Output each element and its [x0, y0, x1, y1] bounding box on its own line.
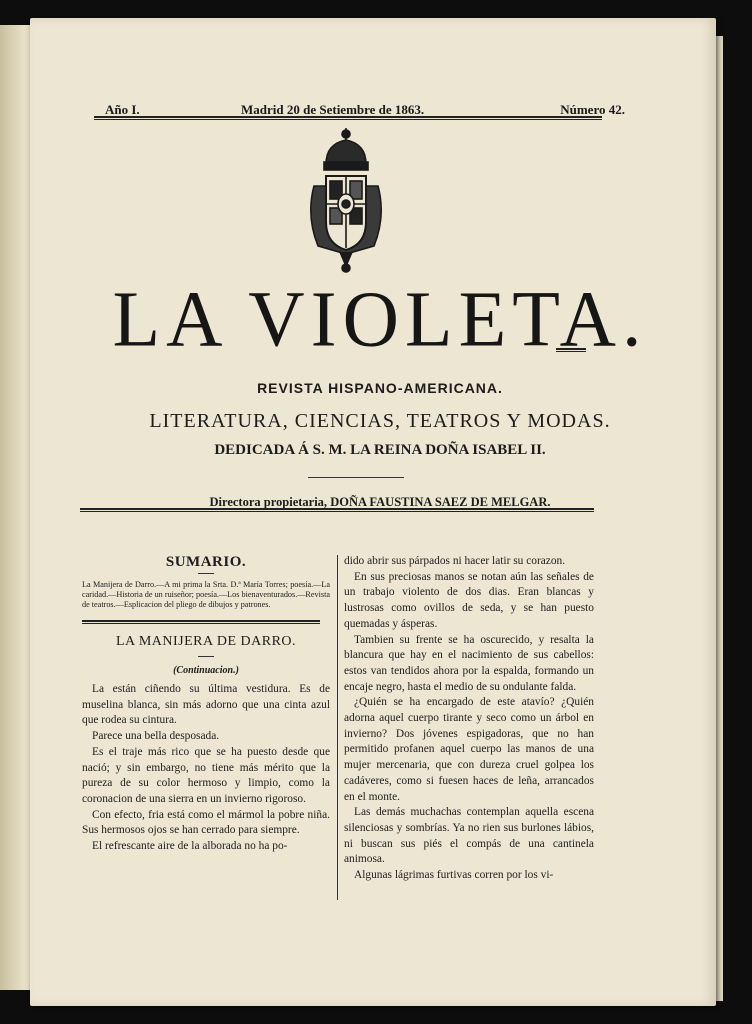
paragraph: La están ciñendo su última vestidura. Es de muselina blanca, sin más adorno que una cinta azul que rodea su cintura. — [82, 683, 330, 727]
paragraph: Tambien su frente se ha oscurecido, y resalta la blancura que hay en el nacimiento de sus cabellos: estos van tendidos ahora por la espalda, formando un encaje negro, hasta el medio de su ondulante falda. — [344, 633, 594, 693]
header-rule — [94, 116, 602, 120]
paragraph: dido abrir sus párpados ni hacer latir su corazon. — [344, 555, 566, 567]
paragraph: Parece una bella desposada. — [92, 730, 220, 743]
paragraph: Es el traje más rico que se ha puesto desde que nació; y sin embargo, no tiene más mérito que la pureza de su color hermoso y limpio, como la coronacion de una sierra en un invierno rigoroso. — [82, 745, 330, 805]
issue-number: Número 42. — [560, 102, 625, 117]
masthead-underline — [556, 348, 586, 352]
newspaper-page — [30, 18, 716, 1006]
paragraph: Algunas lágrimas furtivas corren por los vi- — [354, 869, 554, 882]
continuation-note: (Continuacion.) — [173, 665, 239, 676]
paragraph: En sus preciosas manos se notan aún las señales de un trabajo violento de dos dias. Eran blancas y lustrosas como ovillos de seda, y se han puesto quemadas y ásperas. — [344, 570, 594, 630]
director-label: Directora propietaria, — [209, 495, 331, 509]
right-column — [344, 554, 594, 884]
sumario-rule — [198, 573, 214, 574]
dedication-rule — [308, 477, 404, 478]
article-body-right — [344, 554, 594, 884]
masthead-subtitle: REVISTA HISPANO-AMERICANA. — [257, 380, 503, 396]
article-title: LA MANIJERA DE DARRO. — [115, 634, 297, 649]
paragraph: El refrescante aire de la alborada no ha po- — [92, 840, 288, 853]
paragraph: Con efecto, fria está como el mármol la pobre niña. Sus hermosos ojos se han cerrado para siempre. — [82, 808, 330, 837]
article-title-rule — [198, 656, 214, 657]
masthead-title: LA VIOLETA. — [112, 274, 648, 363]
column-separator — [337, 555, 338, 900]
paragraph: Las demás muchachas contemplan aquella escena silenciosas y sombrías. Ya no rien sus burlones lábios, ni buscan sus piés el compás de una cantinela animosa. — [344, 806, 594, 866]
body-top-rule — [80, 508, 594, 512]
paragraph: ¿Quién se ha encargado de este atavío? ¿Quién adorna aquel cuerpo tirante y seco como un árbol en invierno? Dos jóvenes espigadoras, que no han permitido profanen aquel cuerpo las manos de una mujer mercenaria, que con dureza cruel golpea los cadáveres, como si fuesen haces de leña, arrancados en el monte. — [344, 696, 594, 803]
masthead-topics: LITERATURA, CIENCIAS, TEATROS Y MODAS. — [149, 410, 611, 432]
left-column — [82, 548, 330, 855]
royal-coat-of-arms-icon — [296, 126, 396, 276]
sumario-text: La Manijera de Darro.—A mi prima la Srta. D.ª María Torres; poesía.—La caridad.—Historia de un ruiseñor; poesía.—Los bienaventurados.—Revista de teatros.—Esplicacion del pliego de dibujos y patrones. — [82, 580, 330, 609]
issue-year: Año I. — [105, 102, 140, 117]
issue-date: Madrid 20 de Setiembre de 1863. — [241, 102, 425, 117]
article-body-left — [82, 682, 330, 855]
director-name: DOÑA FAUSTINA SAEZ DE MELGAR. — [330, 495, 551, 509]
sumario-bottom-rule — [82, 620, 320, 624]
sumario-title: SUMARIO. — [165, 554, 247, 570]
masthead-dedication: DEDICADA Á S. M. LA REINA DOÑA ISABEL II. — [214, 442, 546, 458]
